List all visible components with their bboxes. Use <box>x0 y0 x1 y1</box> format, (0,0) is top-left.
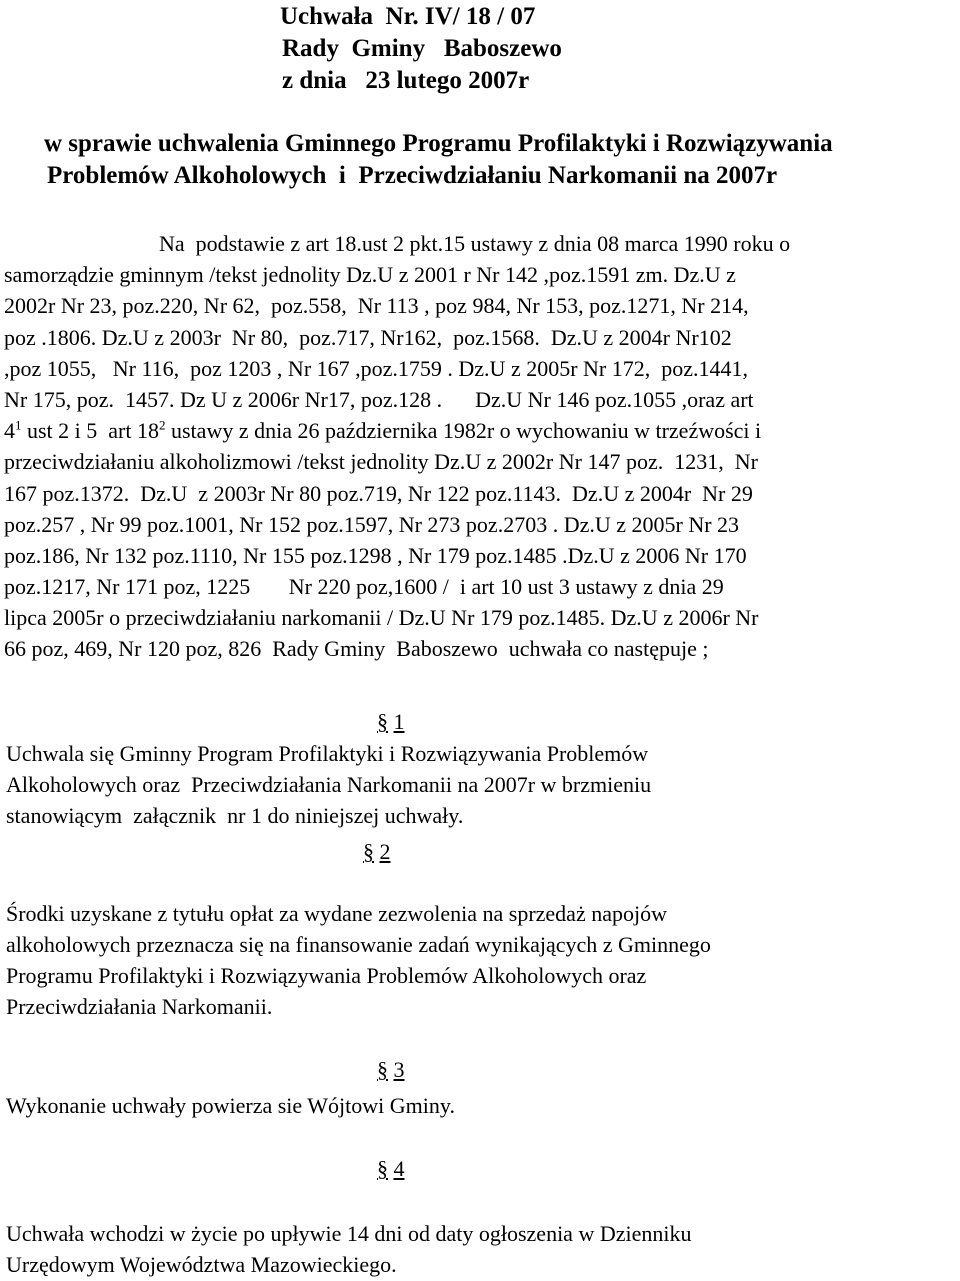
resolution-title: Uchwała Nr. IV/ 18 / 07 <box>280 3 536 30</box>
basis-line: poz .1806. Dz.U z 2003r Nr 80, poz.717, Nr162, poz.1568. Dz.U z 2004r Nr102 <box>4 324 732 350</box>
subject-line-1: w sprawie uchwalenia Gminnego Programu Profilaktyki i Rozwiązywania <box>44 130 833 157</box>
text-line: stanowiącym załącznik nr 1 do niniejszej uchwały. <box>6 803 464 828</box>
basis-line: samorządzie gminnym /tekst jednolity Dz.U z 2001 r Nr 142 ,poz.1591 zm. Dz.U z <box>4 262 736 288</box>
basis-line: Nr 175, poz. 1457. Dz U z 2006r Nr17, poz.128 . Dz.U Nr 146 poz.1055 ,oraz art <box>4 386 754 412</box>
basis-line: 2002r Nr 23, poz.220, Nr 62, poz.558, Nr 113 , poz 984, Nr 153, poz.1271, Nr 214, <box>4 293 749 319</box>
basis-line: 167 poz.1372. Dz.U z 2003r Nr 80 poz.719, Nr 122 poz.1143. Dz.U z 2004r Nr 29 <box>4 480 753 506</box>
section-3-text <box>6 1090 956 1121</box>
section-number: 1 <box>393 709 405 734</box>
subject-line-2: Problemów Alkoholowych i Przeciwdziałaniu Narkomanii na 2007r <box>47 162 778 189</box>
section-1-text <box>6 738 956 831</box>
basis-text: 4 <box>4 418 15 444</box>
text-line: Wykonanie uchwały powierza sie Wójtowi Gminy. <box>6 1093 455 1118</box>
text-line: Programu Profilaktyki i Rozwiązywania Problemów Alkoholowych oraz <box>6 963 647 988</box>
section-number: 3 <box>393 1057 405 1082</box>
basis-line: przeciwdziałaniu alkoholizmowi /tekst jednolity Dz.U z 2002r Nr 147 poz. 1231, Nr <box>4 449 758 475</box>
text-line: Alkoholowych oraz Przeciwdziałania Narkomanii na 2007r w brzmieniu <box>6 772 652 797</box>
section-number: 2 <box>379 839 391 864</box>
section-symbol: § <box>377 1156 388 1181</box>
council-name: Rady Gminy Baboszewo <box>282 35 562 62</box>
basis-line: ,poz 1055, Nr 116, poz 1203 , Nr 167 ,poz.1759 . Dz.U z 2005r Nr 172, poz.1441, <box>4 355 749 381</box>
superscript: 2 <box>159 417 166 433</box>
resolution-date: z dnia 23 lutego 2007r <box>282 67 530 94</box>
section-symbol: § <box>377 709 388 734</box>
basis-line: lipca 2005r o przeciwdziałaniu narkomanii / Dz.U Nr 179 poz.1485. Dz.U z 2006r Nr <box>4 605 759 631</box>
basis-line-with-superscripts <box>4 415 959 446</box>
text-line: Uchwała wchodzi w życie po upływie 14 dni od daty ogłoszenia w Dzienniku <box>6 1221 692 1246</box>
superscript: 1 <box>15 417 22 433</box>
section-symbol: § <box>377 1057 388 1082</box>
section-symbol: § <box>363 839 374 864</box>
legal-basis <box>4 228 959 665</box>
basis-line: Na podstawie z art 18.ust 2 pkt.15 ustawy z dnia 08 marca 1990 roku o <box>159 231 791 256</box>
section-4-text <box>6 1218 956 1280</box>
basis-text: ust 2 i 5 art 18 <box>21 418 159 444</box>
basis-text: ustawy z dnia 26 października 1982r o wychowaniu w trzeźwości i <box>165 418 762 444</box>
text-line: Uchwala się Gminny Program Profilaktyki i Rozwiązywania Problemów <box>6 741 649 766</box>
section-3-heading <box>377 1056 405 1084</box>
basis-line: poz.1217, Nr 171 poz, 1225 Nr 220 poz,1600 / i art 10 ust 3 ustawy z dnia 29 <box>4 574 724 600</box>
text-line: alkoholowych przeznacza się na finansowanie zadań wynikających z Gminnego <box>6 932 711 957</box>
text-line: Środki uzyskane z tytułu opłat za wydane zezwolenia na sprzedaż napojów <box>6 901 667 926</box>
section-number: 4 <box>393 1156 405 1181</box>
section-2-heading <box>363 838 391 866</box>
section-2-text <box>6 898 956 1022</box>
basis-line: poz.257 , Nr 99 poz.1001, Nr 152 poz.1597, Nr 273 poz.2703 . Dz.U z 2005r Nr 23 <box>4 511 740 537</box>
section-1-heading <box>377 708 405 736</box>
text-line: Przeciwdziałania Narkomanii. <box>6 994 273 1019</box>
section-4-heading <box>377 1155 405 1183</box>
basis-line: poz.186, Nr 132 poz.1110, Nr 155 poz.1298 , Nr 179 poz.1485 .Dz.U z 2006 Nr 170 <box>4 542 747 568</box>
basis-line: 66 poz, 469, Nr 120 poz, 826 Rady Gminy Baboszewo uchwała co następuje ; <box>4 636 709 662</box>
text-line: Urzędowym Województwa Mazowieckiego. <box>6 1252 397 1277</box>
